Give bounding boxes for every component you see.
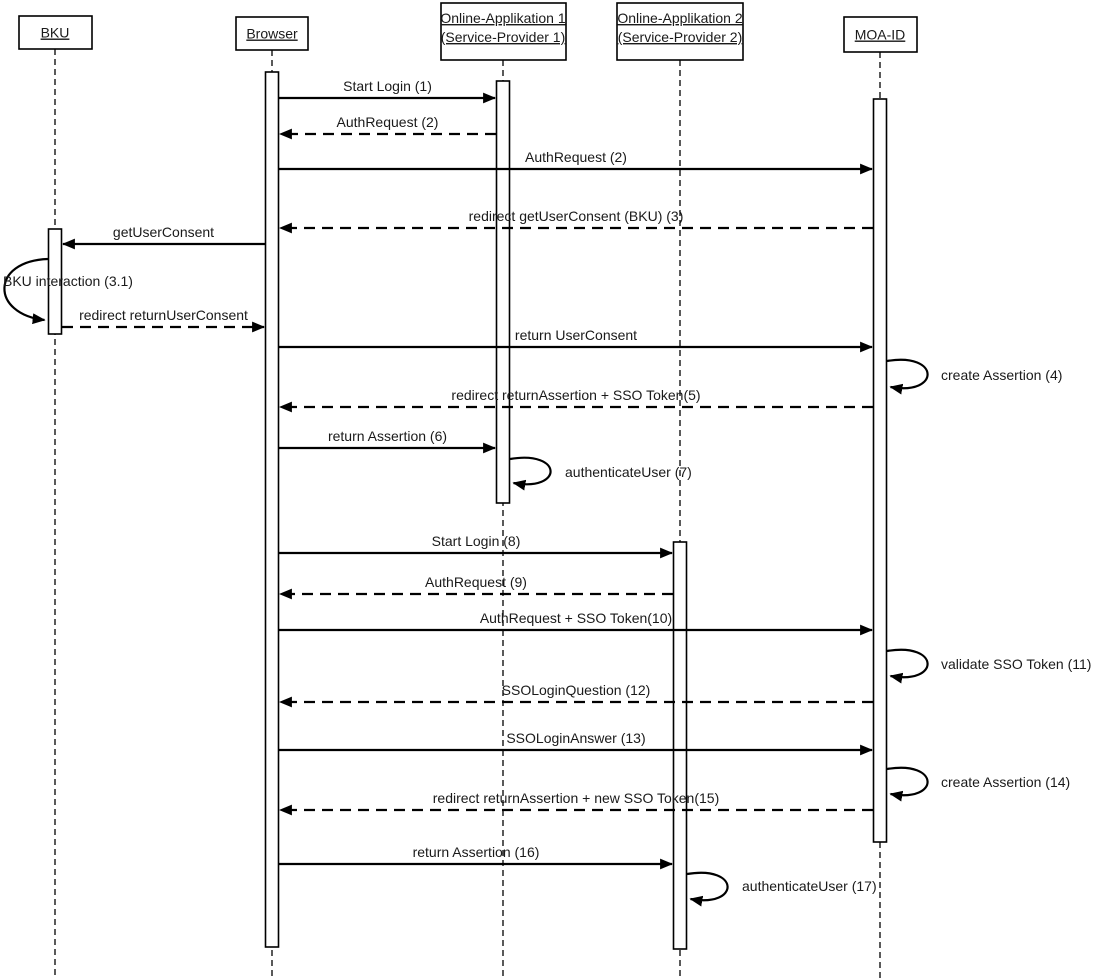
message-label-15: redirect returnAssertion + new SSO Token(15) (432, 790, 720, 806)
self-message-loop-5 (887, 768, 928, 795)
message-label-6: redirect returnUserConsent (79, 307, 248, 323)
self-message-loop-1 (4, 259, 48, 320)
message-label-13: SSOLoginQuestion (12) (501, 682, 651, 698)
message-label-11: AuthRequest (9) (425, 574, 527, 590)
actor-label-oa1: Online-Applikation 1 (440, 10, 566, 26)
message-label-2: AuthRequest (2) (336, 114, 439, 130)
actor-label-oa1: (Service-Provider 1) (440, 29, 566, 45)
message-label-3: AuthRequest (2) (525, 149, 627, 165)
self-message-label-1: BKU interaction (3.1) (3, 273, 133, 289)
message-label-7: return UserConsent (514, 327, 638, 343)
message-label-10: Start Login (8) (431, 533, 521, 549)
message-label-8: redirect returnAssertion + SSO Token(5) (451, 387, 701, 403)
actor-label-bku: BKU (40, 24, 70, 41)
activation-bar-moaid (874, 99, 887, 842)
message-label-14: SSOLoginAnswer (13) (506, 730, 646, 746)
activation-bar-oa2 (674, 542, 687, 949)
message-label-5: getUserConsent (112, 224, 215, 240)
message-label-16: return Assertion (16) (412, 844, 540, 860)
self-message-loop-4 (887, 650, 928, 677)
message-label-4: redirect getUserConsent (BKU) (3) (468, 208, 684, 224)
self-message-loop-2 (887, 360, 928, 388)
self-message-label-4: validate SSO Token (11) (941, 656, 1092, 672)
actor-label-browser: Browser (246, 25, 298, 42)
message-label-9: return Assertion (6) (327, 428, 448, 444)
self-message-loop-3 (510, 458, 551, 485)
self-message-label-2: create Assertion (4) (941, 367, 1063, 383)
self-message-label-3: authenticateUser (7) (565, 464, 692, 480)
message-label-12: AuthRequest + SSO Token(10) (479, 610, 673, 626)
actor-label-oa2: Online-Applikation 2 (617, 10, 743, 26)
self-message-label-5: create Assertion (14) (941, 774, 1071, 790)
activation-bar-oa1 (497, 81, 510, 503)
actor-label-oa2: (Service-Provider 2) (617, 29, 743, 45)
activation-bar-browser (266, 72, 279, 947)
self-message-label-6: authenticateUser (17) (742, 878, 877, 894)
actor-label-moaid: MOA-ID (854, 26, 906, 43)
message-label-1: Start Login (1) (343, 78, 432, 94)
self-message-loop-6 (687, 873, 728, 900)
